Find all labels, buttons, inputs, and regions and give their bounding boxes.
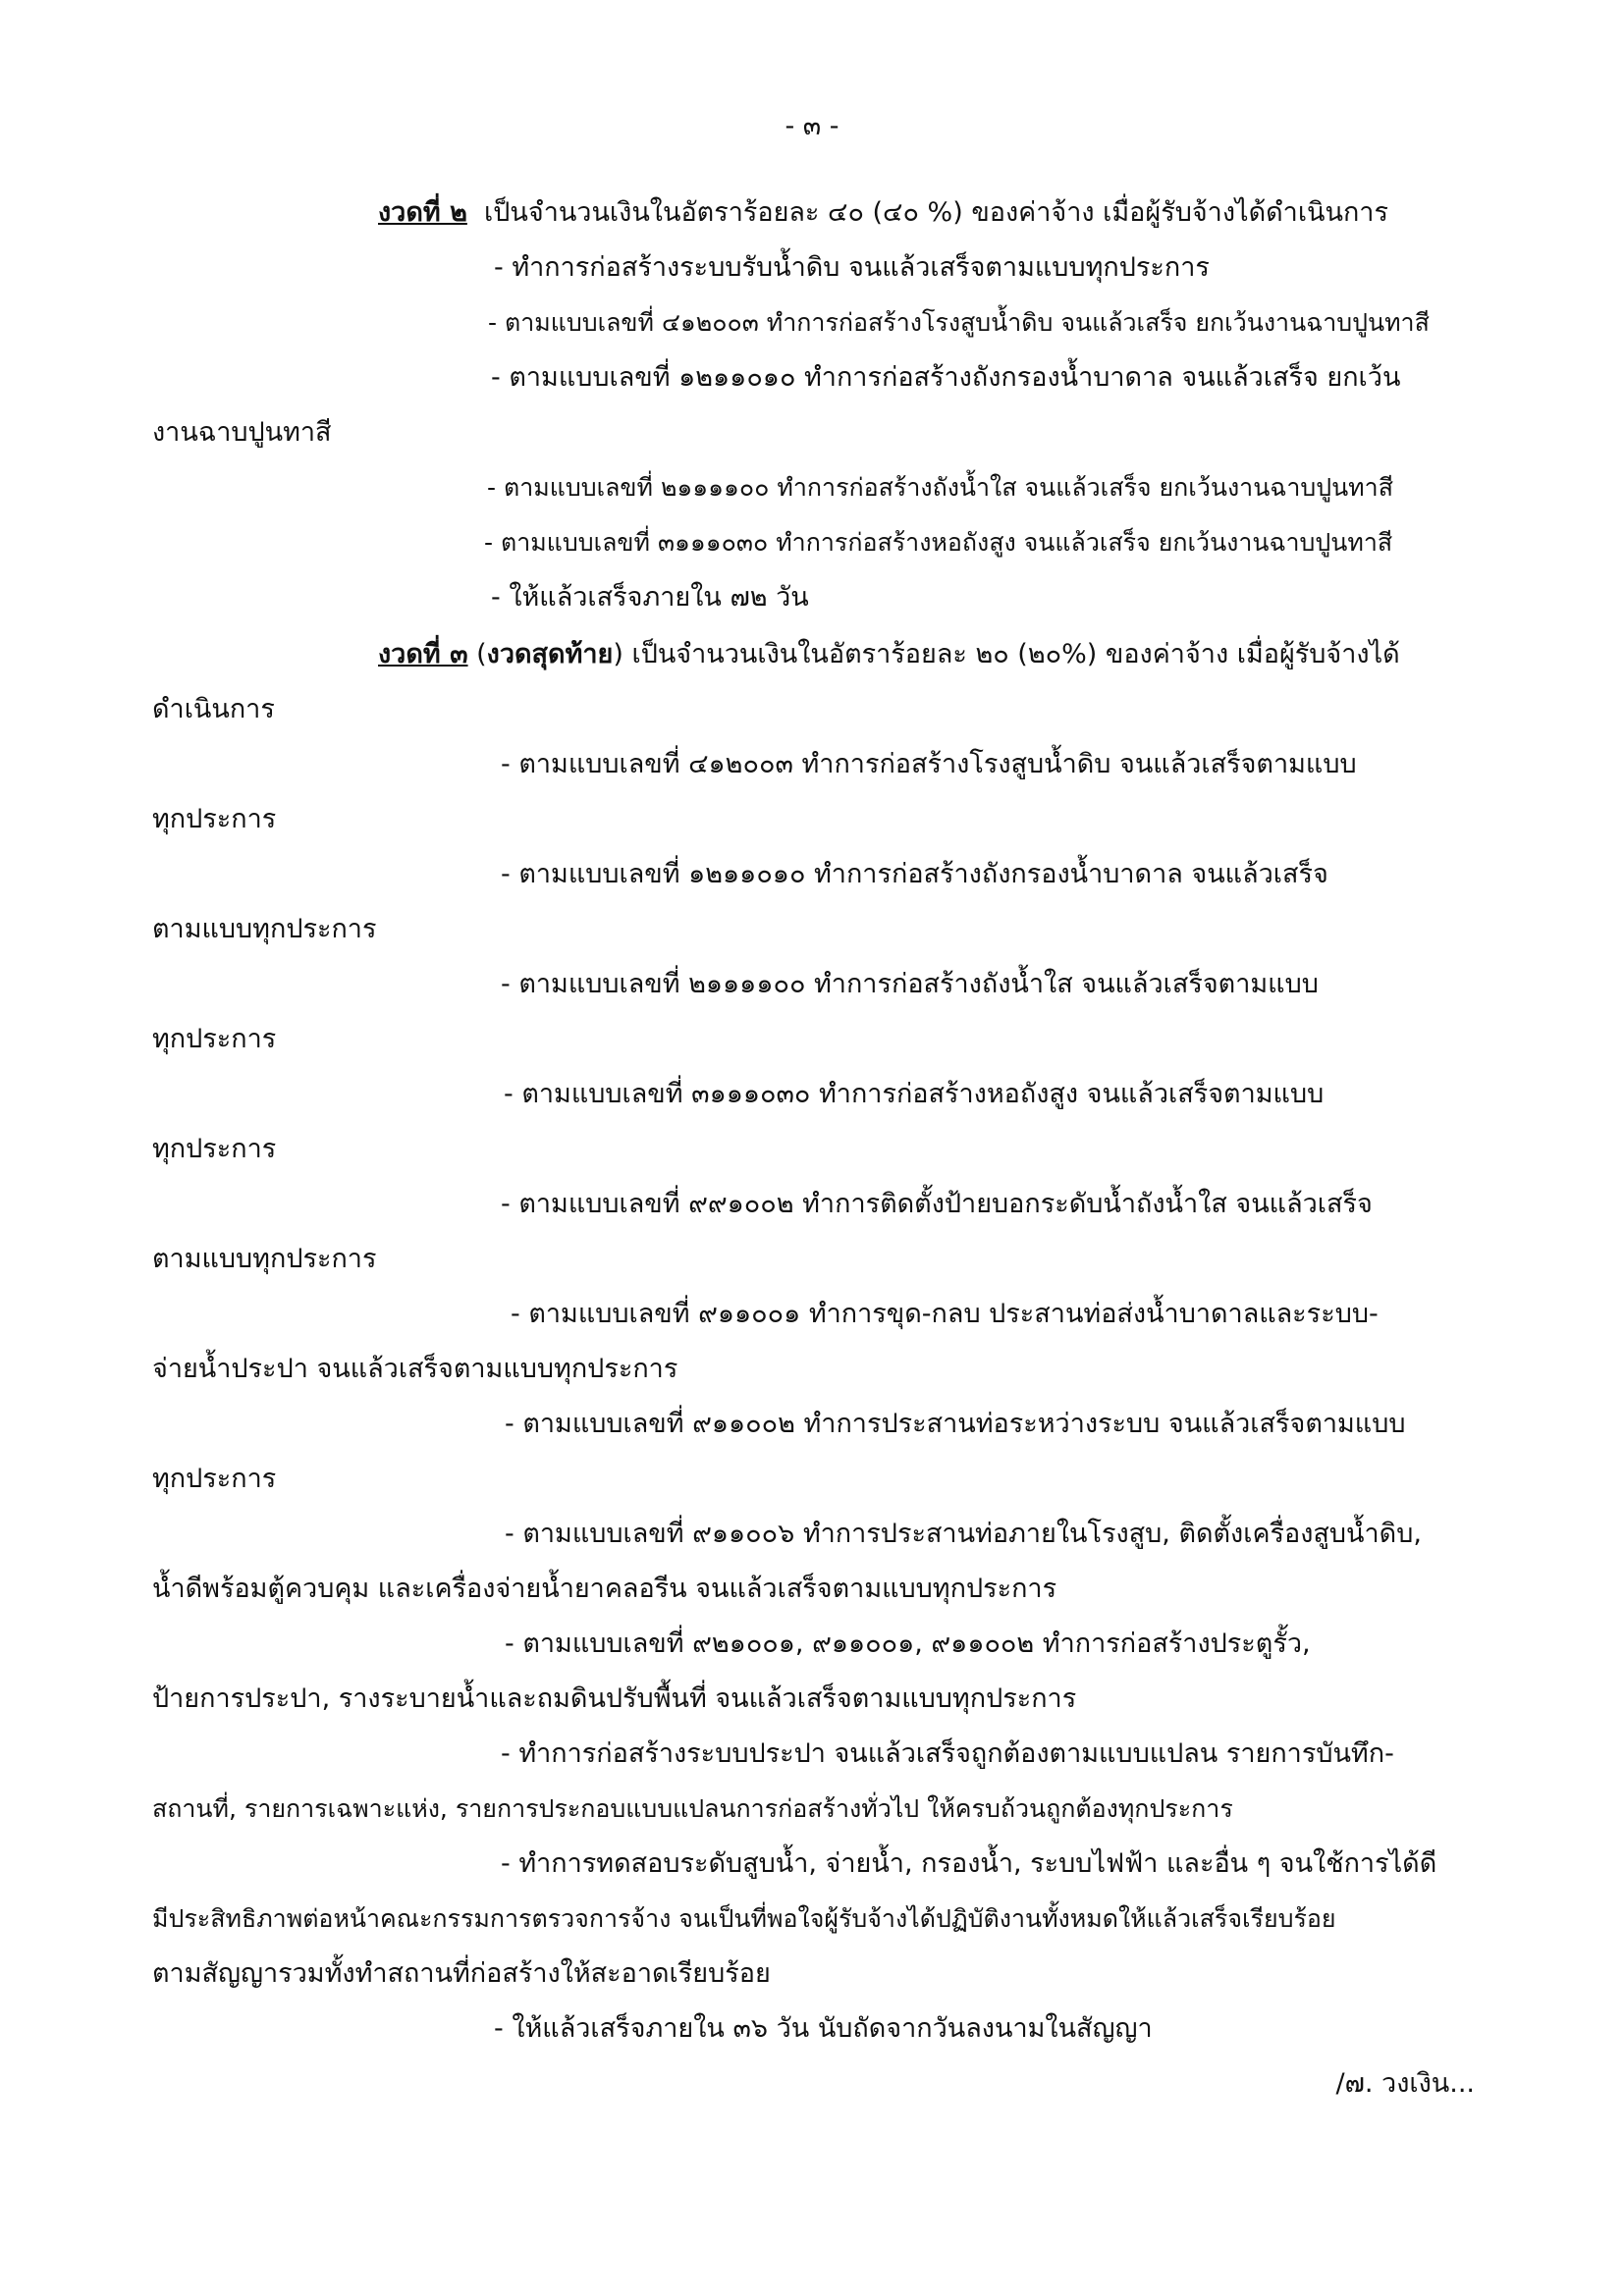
installment-2-item-6: - ให้แล้วเสร็จภายใน ๗๒ วัน <box>491 582 809 613</box>
installment-3-item-10-cont: สถานที่, รายการเฉพาะแห่ง, รายการประกอบแบบแปลนการก่อสร้างทั่วไป ให้ครบถ้วนถูกต้องทุกประการ <box>152 1794 1233 1823</box>
installment-3-item-11-cont-2: ตามสัญญารวมทั้งทำสถานที่ก่อสร้างให้สะอาดเรียบร้อย <box>152 1958 771 1989</box>
installment-3-item-6-cont: จ่ายน้ำประปา จนแล้วเสร็จตามแบบทุกประการ <box>152 1354 678 1384</box>
installment-3-item-4: - ตามแบบเลขที่ ๓๑๑๑๐๓๐ ทำการก่อสร้างหอถังสูง จนแล้วเสร็จตามแบบ <box>504 1079 1325 1109</box>
installment-3-final-label: งวดสุดท้าย <box>486 639 614 669</box>
installment-3-item-9-cont: ป้ายการประปา, รางระบายน้ำและถมดินปรับพื้นที่ จนแล้วเสร็จตามแบบทุกประการ <box>152 1683 1077 1714</box>
page-number: - ๓ - <box>785 111 839 141</box>
installment-2-heading <box>378 196 1388 230</box>
footer-continuation: /๗. วงเงิน... <box>1335 2068 1475 2099</box>
installment-3-heading-cont: ดำเนินการ <box>152 694 275 724</box>
installment-2-item-4: - ตามแบบเลขที่ ๒๑๑๑๑๐๐ ทำการก่อสร้างถังน้ำใส จนแล้วเสร็จ ยกเว้นงานฉาบปูนทาสี <box>487 473 1393 502</box>
installment-3-item-5-cont: ตามแบบทุกประการ <box>152 1244 377 1274</box>
installment-3-item-4-cont: ทุกประการ <box>152 1134 277 1164</box>
installment-2-item-5: - ตามแบบเลขที่ ๓๑๑๑๐๓๐ ทำการก่อสร้างหอถังสูง จนแล้วเสร็จ ยกเว้นงานฉาบปูนทาสี <box>484 528 1393 557</box>
installment-3-heading <box>378 638 1400 671</box>
installment-3-item-9: - ตามแบบเลขที่ ๙๒๑๐๐๑, ๙๑๑๐๐๑, ๙๑๑๐๐๒ ทำการก่อสร้างประตูรั้ว, <box>505 1629 1311 1659</box>
installment-3-item-2: - ตามแบบเลขที่ ๑๒๑๑๐๑๐ ทำการก่อสร้างถังกรองน้ำบาดาล จนแล้วเสร็จ <box>501 859 1328 889</box>
installment-3-item-3: - ตามแบบเลขที่ ๒๑๑๑๑๐๐ ทำการก่อสร้างถังน้ำใส จนแล้วเสร็จตามแบบ <box>501 969 1319 999</box>
installment-2-text: เป็นจำนวนเงินในอัตราร้อยละ ๔๐ (๔๐ %) ของค่าจ้าง เมื่อผู้รับจ้างได้ดำเนินการ <box>484 197 1388 228</box>
installment-3-item-7: - ตามแบบเลขที่ ๙๑๑๐๐๒ ทำการประสานท่อระหว่างระบบ จนแล้วเสร็จตามแบบ <box>505 1409 1406 1439</box>
installment-3-item-2-cont: ตามแบบทุกประการ <box>152 914 377 944</box>
installment-3-item-1: - ตามแบบเลขที่ ๔๑๒๐๐๓ ทำการก่อสร้างโรงสูบน้ำดิบ จนแล้วเสร็จตามแบบ <box>501 749 1357 779</box>
installment-3-item-1-cont: ทุกประการ <box>152 804 277 834</box>
installment-3-paren-close: ) <box>613 639 623 669</box>
installment-3-item-7-cont: ทุกประการ <box>152 1464 277 1494</box>
installment-2-item-2: - ตามแบบเลขที่ ๔๑๒๐๐๓ ทำการก่อสร้างโรงสูบน้ำดิบ จนแล้วเสร็จ ยกเว้นงานฉาบปูนทาสี <box>488 308 1430 337</box>
installment-3-item-12: - ให้แล้วเสร็จภายใน ๓๖ วัน นับถัดจากวันลงนามในสัญญา <box>494 2013 1153 2044</box>
installment-2-label: งวดที่ ๒ <box>378 197 467 228</box>
installment-3-item-8-cont: น้ำดีพร้อมตู้ควบคุม และเครื่องจ่ายน้ำยาคลอรีน จนแล้วเสร็จตามแบบทุกประการ <box>152 1574 1057 1604</box>
installment-3-item-10: - ทำการก่อสร้างระบบประปา จนแล้วเสร็จถูกต้องตามแบบแปลน รายการบันทึก- <box>501 1738 1394 1769</box>
installment-3-label: งวดที่ ๓ <box>378 639 468 669</box>
installment-3-item-3-cont: ทุกประการ <box>152 1024 277 1054</box>
installment-3-item-6: - ตามแบบเลขที่ ๙๑๑๐๐๑ ทำการขุด-กลบ ประสานท่อส่งน้ำบาดาลและระบบ- <box>511 1299 1379 1329</box>
installment-3-item-11: - ทำการทดสอบระดับสูบน้ำ, จ่ายน้ำ, กรองน้ำ, ระบบไฟฟ้า และอื่น ๆ จนใช้การได้ดี <box>501 1848 1437 1879</box>
installment-3-item-8: - ตามแบบเลขที่ ๙๑๑๐๐๖ ทำการประสานท่อภายในโรงสูบ, ติดตั้งเครื่องสูบน้ำดิบ, <box>505 1519 1422 1549</box>
installment-2-item-1: - ทำการก่อสร้างระบบรับน้ำดิบ จนแล้วเสร็จตามแบบทุกประการ <box>494 252 1210 283</box>
installment-3-paren-open: ( <box>467 639 487 669</box>
installment-3-item-11-cont: มีประสิทธิภาพต่อหน้าคณะกรรมการตรวจการจ้าง จนเป็นที่พอใจผู้รับจ้างได้ปฏิบัติงานทั้งหมดให้แล้วเสร็จเรียบร้อย <box>152 1904 1336 1933</box>
installment-3-item-5: - ตามแบบเลขที่ ๙๙๑๐๐๒ ทำการติดตั้งป้ายบอกระดับน้ำถังน้ำใส จนแล้วเสร็จ <box>501 1189 1373 1219</box>
installment-2-item-3-cont: งานฉาบปูนทาสี <box>152 417 332 448</box>
installment-2-item-3: - ตามแบบเลขที่ ๑๒๑๑๐๑๐ ทำการก่อสร้างถังกรองน้ำบาดาล จนแล้วเสร็จ ยกเว้น <box>491 362 1401 393</box>
installment-3-text: เป็นจำนวนเงินในอัตราร้อยละ ๒๐ (๒๐%) ของค่าจ้าง เมื่อผู้รับจ้างได้ <box>623 639 1400 669</box>
